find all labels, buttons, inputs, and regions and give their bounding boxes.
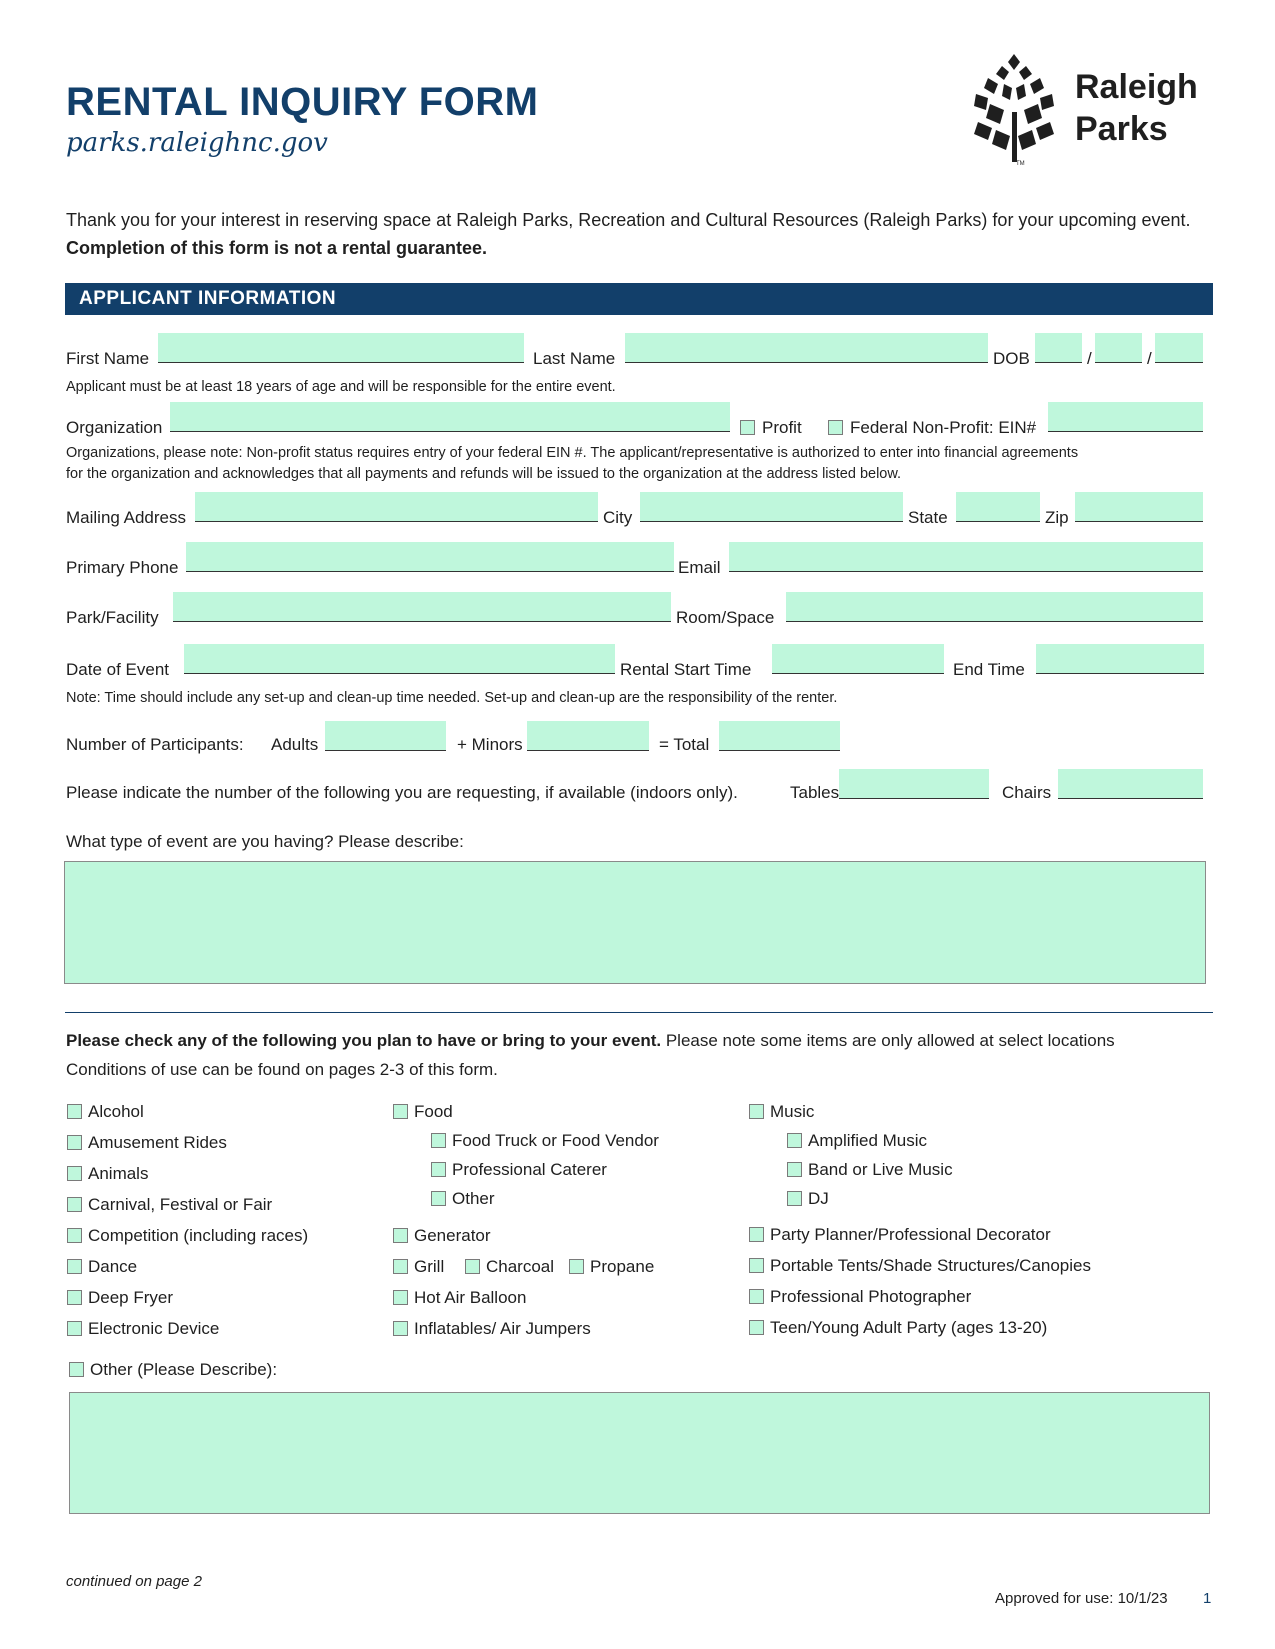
grill-label: Grill xyxy=(414,1257,445,1276)
food-other-checkbox[interactable] xyxy=(431,1191,446,1206)
chairs-field[interactable] xyxy=(1058,769,1203,799)
email-label: Email xyxy=(678,558,721,577)
zip-field[interactable] xyxy=(1075,492,1203,522)
section-title: APPLICANT INFORMATION xyxy=(79,288,337,309)
other-label: Other (Please Describe): xyxy=(90,1360,278,1379)
city-field[interactable] xyxy=(640,492,903,522)
trademark-mark: TM xyxy=(1016,161,1025,167)
hot-air-balloon-checkbox[interactable] xyxy=(393,1290,408,1305)
carnival-label: Carnival, Festival or Fair xyxy=(88,1195,273,1214)
party-planner-label: Party Planner/Professional Decorator xyxy=(770,1225,1051,1244)
tree-logo-icon xyxy=(964,52,1064,167)
section-header-applicant xyxy=(65,283,1213,315)
total-label: = Total xyxy=(659,735,710,754)
hot-air-balloon-label: Hot Air Balloon xyxy=(414,1288,527,1307)
end-time-label: End Time xyxy=(953,660,1025,679)
org-note-line-2: for the organization and acknowledges that all payments and refunds will be issued to the organization at the address listed below. xyxy=(66,466,902,482)
professional-caterer-label: Professional Caterer xyxy=(452,1160,607,1179)
approval-date: Approved for use: 10/1/23 xyxy=(995,1590,1168,1607)
organization-field[interactable] xyxy=(170,402,730,432)
amplified-music-label: Amplified Music xyxy=(808,1131,928,1150)
state-field[interactable] xyxy=(956,492,1040,522)
email-field[interactable] xyxy=(729,542,1203,572)
other-description-textarea[interactable] xyxy=(69,1392,1210,1514)
end-time-field[interactable] xyxy=(1036,644,1204,674)
photographer-checkbox[interactable] xyxy=(749,1289,764,1304)
page-number: 1 xyxy=(1203,1590,1212,1607)
age-note: Applicant must be at least 18 years of age and will be responsible for the entire event. xyxy=(66,379,616,395)
alcohol-checkbox[interactable] xyxy=(67,1104,82,1119)
checklist-intro-rest: Please note some items are only allowed at select locations xyxy=(661,1031,1115,1050)
dob-label: DOB xyxy=(993,349,1030,368)
park-facility-field[interactable] xyxy=(173,592,671,622)
propane-label: Propane xyxy=(590,1257,655,1276)
mailing-address-label: Mailing Address xyxy=(66,508,187,527)
alcohol-label: Alcohol xyxy=(88,1102,144,1121)
total-field[interactable] xyxy=(719,721,840,751)
chairs-label: Chairs xyxy=(1002,783,1052,802)
portable-tents-checkbox[interactable] xyxy=(749,1258,764,1273)
teen-party-label: Teen/Young Adult Party (ages 13-20) xyxy=(770,1318,1048,1337)
dob-day-field[interactable] xyxy=(1095,333,1142,363)
adults-label: Adults xyxy=(271,735,319,754)
other-checkbox[interactable] xyxy=(69,1362,84,1377)
first-name-field[interactable] xyxy=(158,333,524,363)
nonprofit-label: Federal Non-Profit: EIN# xyxy=(850,418,1037,437)
event-type-label: What type of event are you having? Please describe: xyxy=(66,832,464,851)
time-note: Note: Time should include any set-up and clean-up time needed. Set-up and clean-up are the responsibility of the renter. xyxy=(66,690,838,706)
park-facility-label: Park/Facility xyxy=(66,608,159,627)
intro-paragraph xyxy=(66,206,1216,262)
dob-month-field[interactable] xyxy=(1035,333,1082,363)
rental-start-time-label: Rental Start Time xyxy=(620,660,752,679)
generator-checkbox[interactable] xyxy=(393,1228,408,1243)
band-live-music-label: Band or Live Music xyxy=(808,1160,953,1179)
food-checkbox[interactable] xyxy=(393,1104,408,1119)
form-title: RENTAL INQUIRY FORM xyxy=(66,80,539,124)
inflatables-label: Inflatables/ Air Jumpers xyxy=(414,1319,591,1338)
state-label: State xyxy=(908,508,948,527)
party-planner-checkbox[interactable] xyxy=(749,1227,764,1242)
carnival-checkbox[interactable] xyxy=(67,1197,82,1212)
primary-phone-field[interactable] xyxy=(186,542,674,572)
photographer-label: Professional Photographer xyxy=(770,1287,972,1306)
last-name-field[interactable] xyxy=(625,333,988,363)
profit-label: Profit xyxy=(762,418,802,437)
dob-slash-1: / xyxy=(1087,349,1092,368)
event-type-textarea[interactable] xyxy=(64,861,1206,984)
competition-label: Competition (including races) xyxy=(88,1226,309,1245)
amusement-rides-label: Amusement Rides xyxy=(88,1133,227,1152)
mailing-address-field[interactable] xyxy=(195,492,598,522)
propane-checkbox[interactable] xyxy=(569,1259,584,1274)
dj-label: DJ xyxy=(808,1189,829,1208)
rental-start-time-field[interactable] xyxy=(772,644,944,674)
tables-label: Tables xyxy=(790,783,840,802)
participants-label: Number of Participants: xyxy=(66,735,244,754)
primary-phone-label: Primary Phone xyxy=(66,558,179,577)
competition-checkbox[interactable] xyxy=(67,1228,82,1243)
section-divider xyxy=(65,1012,1213,1013)
generator-label: Generator xyxy=(414,1226,491,1245)
logo-line-2: Parks xyxy=(1075,110,1168,148)
deep-fryer-checkbox[interactable] xyxy=(67,1290,82,1305)
electronic-device-label: Electronic Device xyxy=(88,1319,220,1338)
grill-checkbox[interactable] xyxy=(393,1259,408,1274)
minors-label: + Minors xyxy=(457,735,523,754)
portable-tents-label: Portable Tents/Shade Structures/Canopies xyxy=(770,1256,1091,1275)
organization-label: Organization xyxy=(66,418,163,437)
intro-text: Thank you for your interest in reserving space at Raleigh Parks, Recreation and Cultural Resources (Raleigh Parks) for your upcoming event. xyxy=(66,210,1191,230)
org-note-line-1: Organizations, please note: Non-profit status requires entry of your federal EIN #. The applicant/representative is authorized to enter into financial agreements xyxy=(66,445,1079,461)
dob-year-field[interactable] xyxy=(1155,333,1203,363)
intro-disclaimer: Completion of this form is not a rental guarantee. xyxy=(66,238,488,258)
room-space-field[interactable] xyxy=(786,592,1203,622)
checklist-intro-line-2: Conditions of use can be found on pages 2-3 of this form. xyxy=(66,1060,498,1079)
logo-wordmark xyxy=(1075,66,1198,150)
food-truck-checkbox[interactable] xyxy=(431,1133,446,1148)
music-checkbox[interactable] xyxy=(749,1104,764,1119)
date-of-event-field[interactable] xyxy=(184,644,615,674)
website-url: parks.raleighnc.gov xyxy=(66,128,328,158)
charcoal-checkbox[interactable] xyxy=(465,1259,480,1274)
last-name-label: Last Name xyxy=(533,349,616,368)
food-truck-label: Food Truck or Food Vendor xyxy=(452,1131,659,1150)
dance-label: Dance xyxy=(88,1257,138,1276)
first-name-label: First Name xyxy=(66,349,150,368)
inflatables-checkbox[interactable] xyxy=(393,1321,408,1336)
room-space-label: Room/Space xyxy=(676,608,775,627)
band-live-music-checkbox[interactable] xyxy=(787,1162,802,1177)
adults-field[interactable] xyxy=(325,721,446,751)
amusement-rides-checkbox[interactable] xyxy=(67,1135,82,1150)
electronic-device-checkbox[interactable] xyxy=(67,1321,82,1336)
animals-label: Animals xyxy=(88,1164,149,1183)
food-label: Food xyxy=(414,1102,453,1121)
date-of-event-label: Date of Event xyxy=(66,660,170,679)
dance-checkbox[interactable] xyxy=(67,1259,82,1274)
food-other-label: Other xyxy=(452,1189,495,1208)
deep-fryer-label: Deep Fryer xyxy=(88,1288,174,1307)
dj-checkbox[interactable] xyxy=(787,1191,802,1206)
music-label: Music xyxy=(770,1102,815,1121)
charcoal-label: Charcoal xyxy=(486,1257,555,1276)
profit-checkbox[interactable] xyxy=(740,420,755,435)
ein-field[interactable] xyxy=(1048,402,1203,432)
nonprofit-checkbox[interactable] xyxy=(828,420,843,435)
zip-label: Zip xyxy=(1045,508,1069,527)
teen-party-checkbox[interactable] xyxy=(749,1320,764,1335)
professional-caterer-checkbox[interactable] xyxy=(431,1162,446,1177)
checklist-intro-bold: Please check any of the following you plan to have or bring to your event. xyxy=(66,1031,662,1050)
city-label: City xyxy=(603,508,633,527)
amplified-music-checkbox[interactable] xyxy=(787,1133,802,1148)
animals-checkbox[interactable] xyxy=(67,1166,82,1181)
minors-field[interactable] xyxy=(527,721,649,751)
tables-question: Please indicate the number of the following you are requesting, if available (indoors only). xyxy=(66,783,738,802)
logo-line-1: Raleigh xyxy=(1075,68,1198,106)
dob-slash-2: / xyxy=(1147,349,1152,368)
checklist-intro xyxy=(66,1031,1115,1051)
tables-field[interactable] xyxy=(839,769,989,799)
continued-note: continued on page 2 xyxy=(66,1573,202,1590)
